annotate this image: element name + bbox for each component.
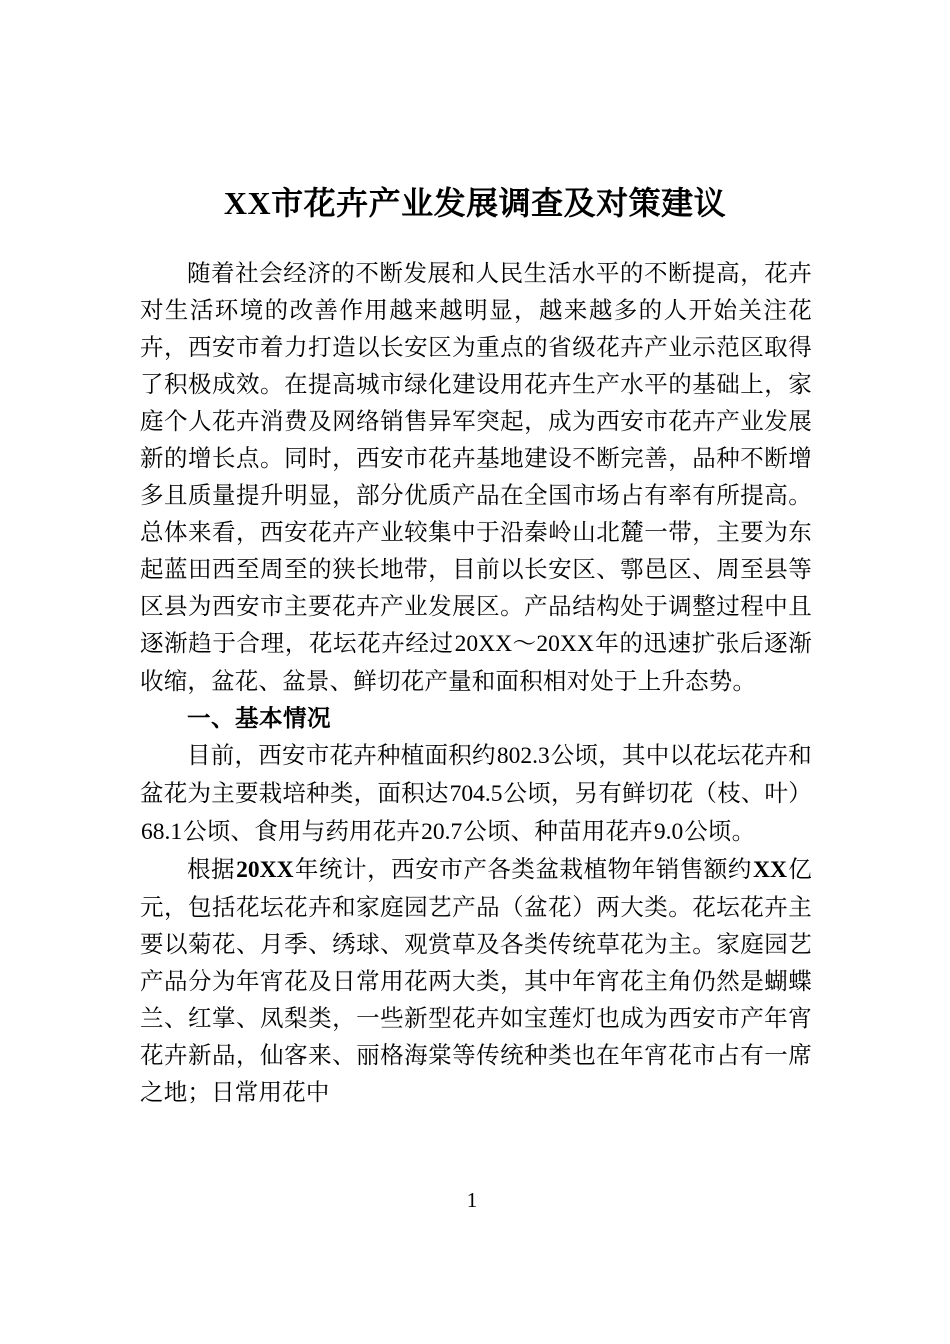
document-title: XX市花卉产业发展调查及对策建议 <box>223 185 727 222</box>
paragraph-sales-statistics-text-2: 年统计，西安市产各类盆栽植物年销售额约 <box>294 855 752 883</box>
paragraph-planting-area-text-2: 公顷，其中以花坛花卉和盆花为主要栽培种类，面积达 <box>140 741 812 807</box>
section-heading-basic-situation: 一、基本情况 <box>187 704 331 732</box>
page-number <box>0 1186 950 1214</box>
paragraph-overview-text-1: 随着社会经济的不断发展和人民生活水平的不断提高，花卉对生活环境的改善作用越来越明显，越来越多的人开始关注花卉，西安市着力打造以长安区为重点的省级花卉产业示范区取得了积极成效。在提高城市绿化建设用花卉生产水平的基础上，家庭个人花卉消费及网络销售异军突起，成为西安市花卉产业发展新的增长点。同时，西安市花卉基地建设不断完善，品种不断增多且质量提升明显，部分优质产品在全国市场占有率有所提高。总体来看，西安花卉产业较集中于沿秦岭山北麓一带，主要为东起蓝田西至周至的狭长地带，目前以长安区、鄠邑区、周至县等区县为西安市主要花卉产业发展区。产品结构处于调整过程中且逐渐趋于合理，花坛花卉经过 <box>140 259 812 657</box>
paragraph-sales-statistics <box>140 851 812 1111</box>
paragraph-planting-area-text-3: 公顷，另有鲜切花（枝、叶） <box>503 779 812 807</box>
value-edible-medicinal-area: 20.7 <box>421 819 463 845</box>
paragraph-planting-area-text-6: 公顷。 <box>684 817 756 845</box>
paragraph-sales-statistics-text-3: 亿元，包括花坛花卉和家庭园艺产品（盆花）两大类。花坛花卉主要以菊花、月季、绣球、观赏草及各类传统草花为主。家庭园艺产品分为年宵花及日常用花两大类，其中年宵花主角仍然是蝴蝶兰、红掌、凤梨类，一些新型花卉如宝莲灯也成为西安市产年宵花卉新品，仙客来、丽格海棠等传统种类也在年宵花市占有一席之地；日常用花中 <box>140 855 812 1106</box>
value-annual-sales: XX <box>752 857 787 883</box>
value-bed-and-pot-area: 704.5 <box>449 781 503 807</box>
paragraph-overview-year-range: 20XX～20XX <box>454 631 594 657</box>
paragraph-sales-statistics-text-1: 根据 <box>187 855 236 883</box>
paragraph-planting-area-text-4: 公顷、食用与药用花卉 <box>183 817 421 845</box>
value-statistic-year: 20XX <box>236 857 294 883</box>
paragraph-planting-area-text-5: 公顷、种苗用花卉 <box>463 817 653 845</box>
document-body <box>140 255 812 1111</box>
value-cut-flower-area: 68.1 <box>141 819 183 845</box>
value-seedling-area: 9.0 <box>653 819 684 845</box>
paragraph-overview-text-2: 年的迅速扩张后逐渐收缩，盆花、盆景、鲜切花产量和面积相对处于上升态势。 <box>140 629 812 695</box>
value-total-area: 802.3 <box>496 743 550 769</box>
paragraph-planting-area-text-1: 目前，西安市花卉种植面积约 <box>187 741 496 769</box>
page-number-value: 1 <box>466 1188 478 1212</box>
paragraph-overview <box>140 255 812 700</box>
paragraph-planting-area <box>140 737 812 851</box>
